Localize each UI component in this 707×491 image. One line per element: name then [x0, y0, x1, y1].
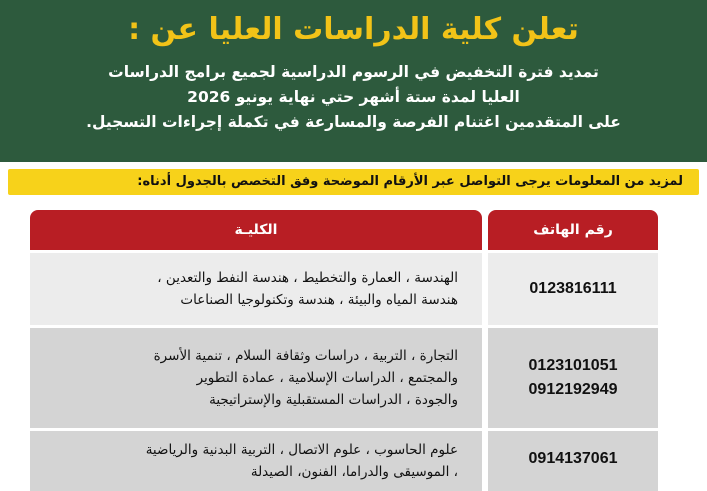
phone-cell — [488, 253, 658, 325]
table-header-row — [30, 210, 658, 250]
announcement-line: على المتقدمين اغتنام الفرصة والمسارعة في تكملة إجراءات التسجيل. — [86, 113, 621, 131]
college-column-header: الكليـة — [30, 210, 482, 250]
college-line: التجارة ، التربية ، دراسات وثقافة السلام ، تنمية الأسرة — [153, 348, 458, 364]
phone-number-link[interactable]: 0914137061 — [528, 450, 618, 467]
college-cell — [30, 328, 482, 428]
announcement-body — [20, 60, 687, 135]
phone-number-link[interactable]: 0123101051 — [528, 357, 618, 374]
college-cell — [30, 253, 482, 325]
table-row — [30, 431, 658, 491]
contact-info-bar: لمزيد من المعلومات يرجى التواصل عبر الأرقام الموضحة وفق التخصص بالجدول أدناه: — [8, 169, 699, 195]
announcement-line: تمديد فترة التخفيض في الرسوم الدراسية لجميع برامج الدراسات — [108, 63, 599, 81]
phone-cell — [488, 431, 658, 491]
college-cell — [30, 431, 482, 491]
contact-table — [30, 210, 658, 480]
college-line: هندسة المياه والبيئة ، هندسة وتكنولوجيا الصناعات — [180, 292, 458, 308]
announcement-line: العليا لمدة ستة أشهر حتي نهاية يونيو 2026 — [187, 88, 520, 106]
college-line: الهندسة ، العمارة والتخطيط ، هندسة النفط والتعدين ، — [157, 270, 458, 286]
phone-number-link[interactable]: 0912192949 — [528, 381, 618, 398]
phone-number-link[interactable]: 0123816111 — [529, 280, 617, 297]
phone-cell — [488, 328, 658, 428]
announcement-headline: تعلن كلية الدراسات العليا عن : — [128, 12, 579, 47]
table-row — [30, 328, 658, 428]
announcement-banner — [0, 0, 707, 162]
table-row — [30, 253, 658, 325]
phone-column-header: رقم الهاتف — [488, 210, 658, 250]
college-line: والمجتمع ، الدراسات الإسلامية ، عمادة التطوير — [196, 370, 458, 386]
college-line: والجودة ، الدراسات المستقبلية والإستراتيجية — [209, 392, 458, 408]
college-line: ، الموسيقى والدراما، الفنون، الصيدلة — [250, 464, 458, 480]
college-line: علوم الحاسوب ، علوم الاتصال ، التربية البدنية والرياضية — [145, 442, 458, 458]
